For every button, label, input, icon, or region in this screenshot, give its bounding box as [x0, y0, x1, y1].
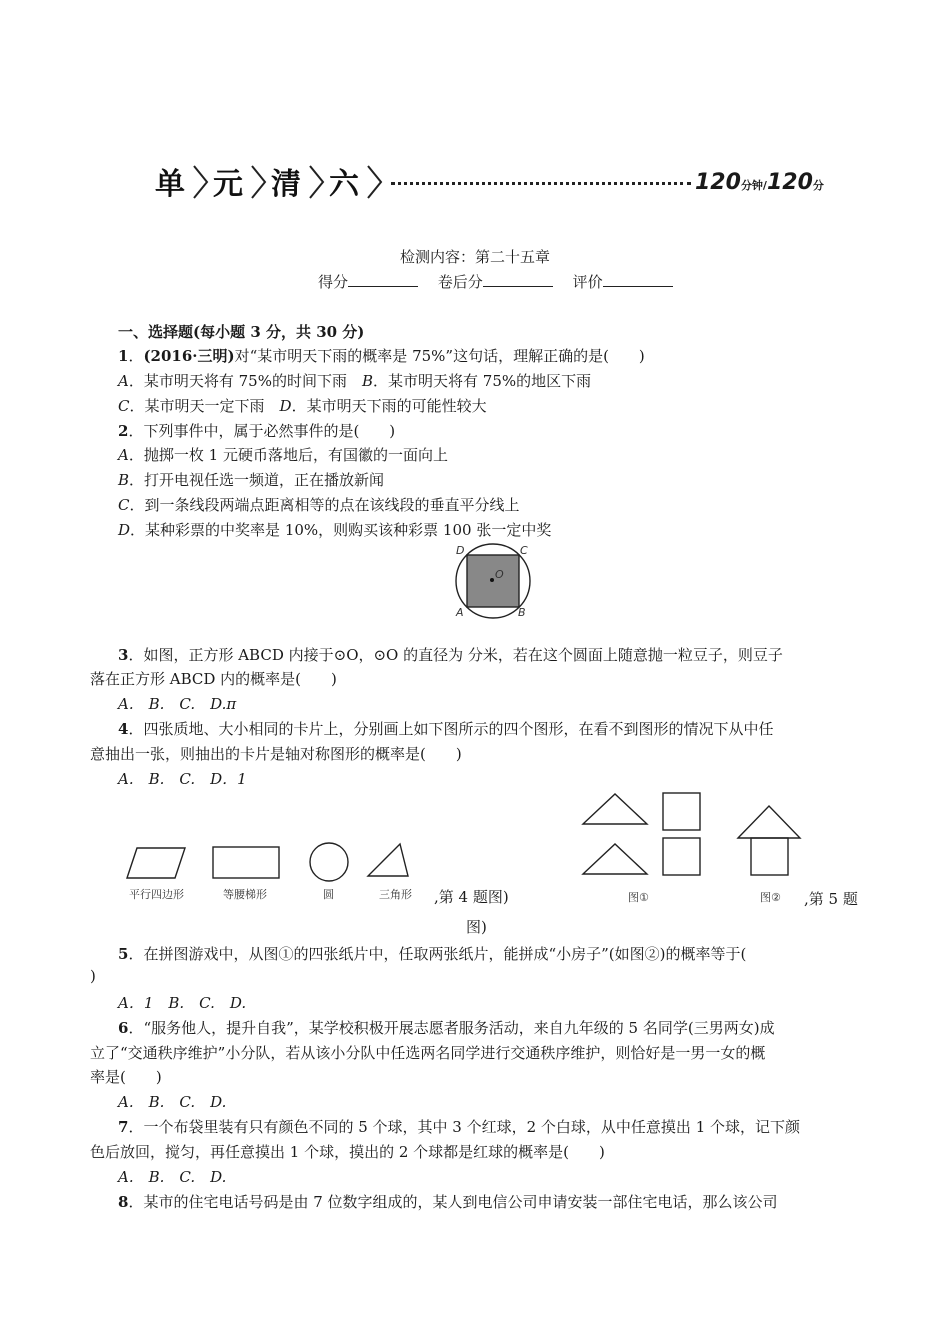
circle-shape	[310, 843, 348, 881]
fig5-label-1: 图①	[628, 891, 649, 904]
question-8: 8．某市的住宅电话号码是由 7 位数字组成的，某人到电信公司申请安装一部住宅电话，那么该公司	[118, 1193, 778, 1211]
chevron-right-icon	[307, 164, 327, 200]
chevron-right-icon	[191, 164, 211, 200]
q3-options: A. B. C. D.π	[118, 695, 237, 713]
time-score: 120分钟/120分	[695, 170, 824, 195]
q2-option-a: A．抛掷一枚 1 元硬币落地后，有国徽的一面向上	[118, 446, 448, 464]
triangle-shape	[368, 844, 408, 876]
banner-char-1: 单	[155, 167, 185, 202]
question-3-cont: 落在正方形 ABCD 内的概率是( )	[90, 670, 337, 688]
question-5-cont: )	[90, 967, 96, 985]
question-6-cont-2: 率是( )	[90, 1068, 162, 1086]
fig5-caption: ,第 5 题	[804, 890, 858, 908]
q7-options: A. B. C. D.	[118, 1168, 227, 1186]
label-parallelogram: 平行四边形	[129, 888, 184, 901]
q2-option-c: C．到一条线段两端点距离相等的点在该线段的垂直平分线上	[118, 496, 520, 514]
fig4-caption: ,第 4 题图)	[434, 888, 509, 906]
banner-char-4: 六	[329, 167, 359, 202]
question-7-cont: 色后放回，搅匀，再任意摸出 1 个球，摸出的 2 个球都是红球的概率是( )	[90, 1143, 605, 1161]
dotted-leader	[391, 182, 691, 185]
question-6-cont-1: 立了“交通秩序维护”小分队，若从该小分队中任选两名同学进行交通秩序维护，则恰好是一男一女的概	[90, 1044, 766, 1062]
trapezoid-shape	[213, 847, 279, 878]
fig5-label-2: 图②	[760, 891, 781, 904]
label-trapezoid: 等腰梯形	[223, 888, 267, 901]
chevron-right-icon	[365, 164, 385, 200]
q4-options: A. B. C. D．1	[118, 770, 247, 788]
label-c: C	[520, 544, 528, 557]
question-3: 3．如图，正方形 ABCD 内接于⊙O，⊙O 的直径为 分米，若在这个圆面上随意抛一粒豆子，则豆子	[118, 646, 783, 664]
q5-options: A．1 B. C. D.	[118, 994, 247, 1012]
question-5: 5．在拼图游戏中，从图①的四张纸片中，任取两张纸片，能拼成“小房子”(如图②)的概率等于(	[118, 945, 747, 963]
question-6: 6．“服务他人，提升自我”，某学校积极开展志愿者服务活动，来自九年级的 5 名同学(三男两女)成	[118, 1019, 775, 1037]
banner-char-2: 元	[213, 167, 243, 202]
chevron-right-icon	[249, 164, 269, 200]
label-d: D	[456, 544, 465, 557]
question-7: 7．一个布袋里装有只有颜色不同的 5 个球，其中 3 个红球，2 个白球，从中任意摸出 1 个球，记下颜	[118, 1118, 801, 1136]
q5-shapes	[578, 788, 818, 878]
label-b: B	[518, 606, 526, 619]
test-content: 检测内容：第二十五章	[399, 248, 550, 266]
unit-banner	[155, 160, 855, 210]
figure-q3	[448, 542, 538, 622]
label-triangle: 三角形	[379, 888, 412, 901]
label-a: A	[456, 606, 464, 619]
score-line: 得分 卷后分 评价	[318, 271, 673, 292]
q2-option-b: B．打开电视任选一频道，正在播放新闻	[118, 471, 385, 489]
q1-options-cd: C．某市明天一定下雨 D．某市明天下雨的可能性较大	[118, 397, 487, 415]
q4-shapes	[125, 838, 445, 882]
parallelogram-shape	[127, 848, 185, 878]
banner-char-3: 清	[271, 167, 301, 202]
question-2: 2．下列事件中，属于必然事件的是( )	[118, 422, 396, 440]
q1-options-ab: A．某市明天将有 75%的时间下雨 B．某市明天将有 75%的地区下雨	[118, 372, 592, 390]
question-4-cont: 意抽出一张，则抽出的卡片是轴对称图形的概率是( )	[90, 745, 462, 763]
figure-q5	[578, 788, 818, 878]
label-circle: 圆	[323, 888, 334, 901]
section-title: 一、选择题(每小题 3 分，共 30 分)	[118, 323, 365, 341]
q2-option-d: D．某种彩票的中奖率是 10%，则购买该种彩票 100 张一定中奖	[118, 521, 552, 539]
label-o: O	[495, 568, 504, 581]
question-4: 4．四张质地、大小相同的卡片上，分别画上如下图所示的四个图形，在看不到图形的情况下从中任	[118, 720, 774, 738]
q6-options: A. B. C. D.	[118, 1093, 227, 1111]
question-1: 1．(2016·三明)对“某市明天下雨的概率是 75%”这句话，理解正确的是( )	[118, 347, 645, 365]
fig5-caption-tail: 图)	[466, 918, 487, 936]
